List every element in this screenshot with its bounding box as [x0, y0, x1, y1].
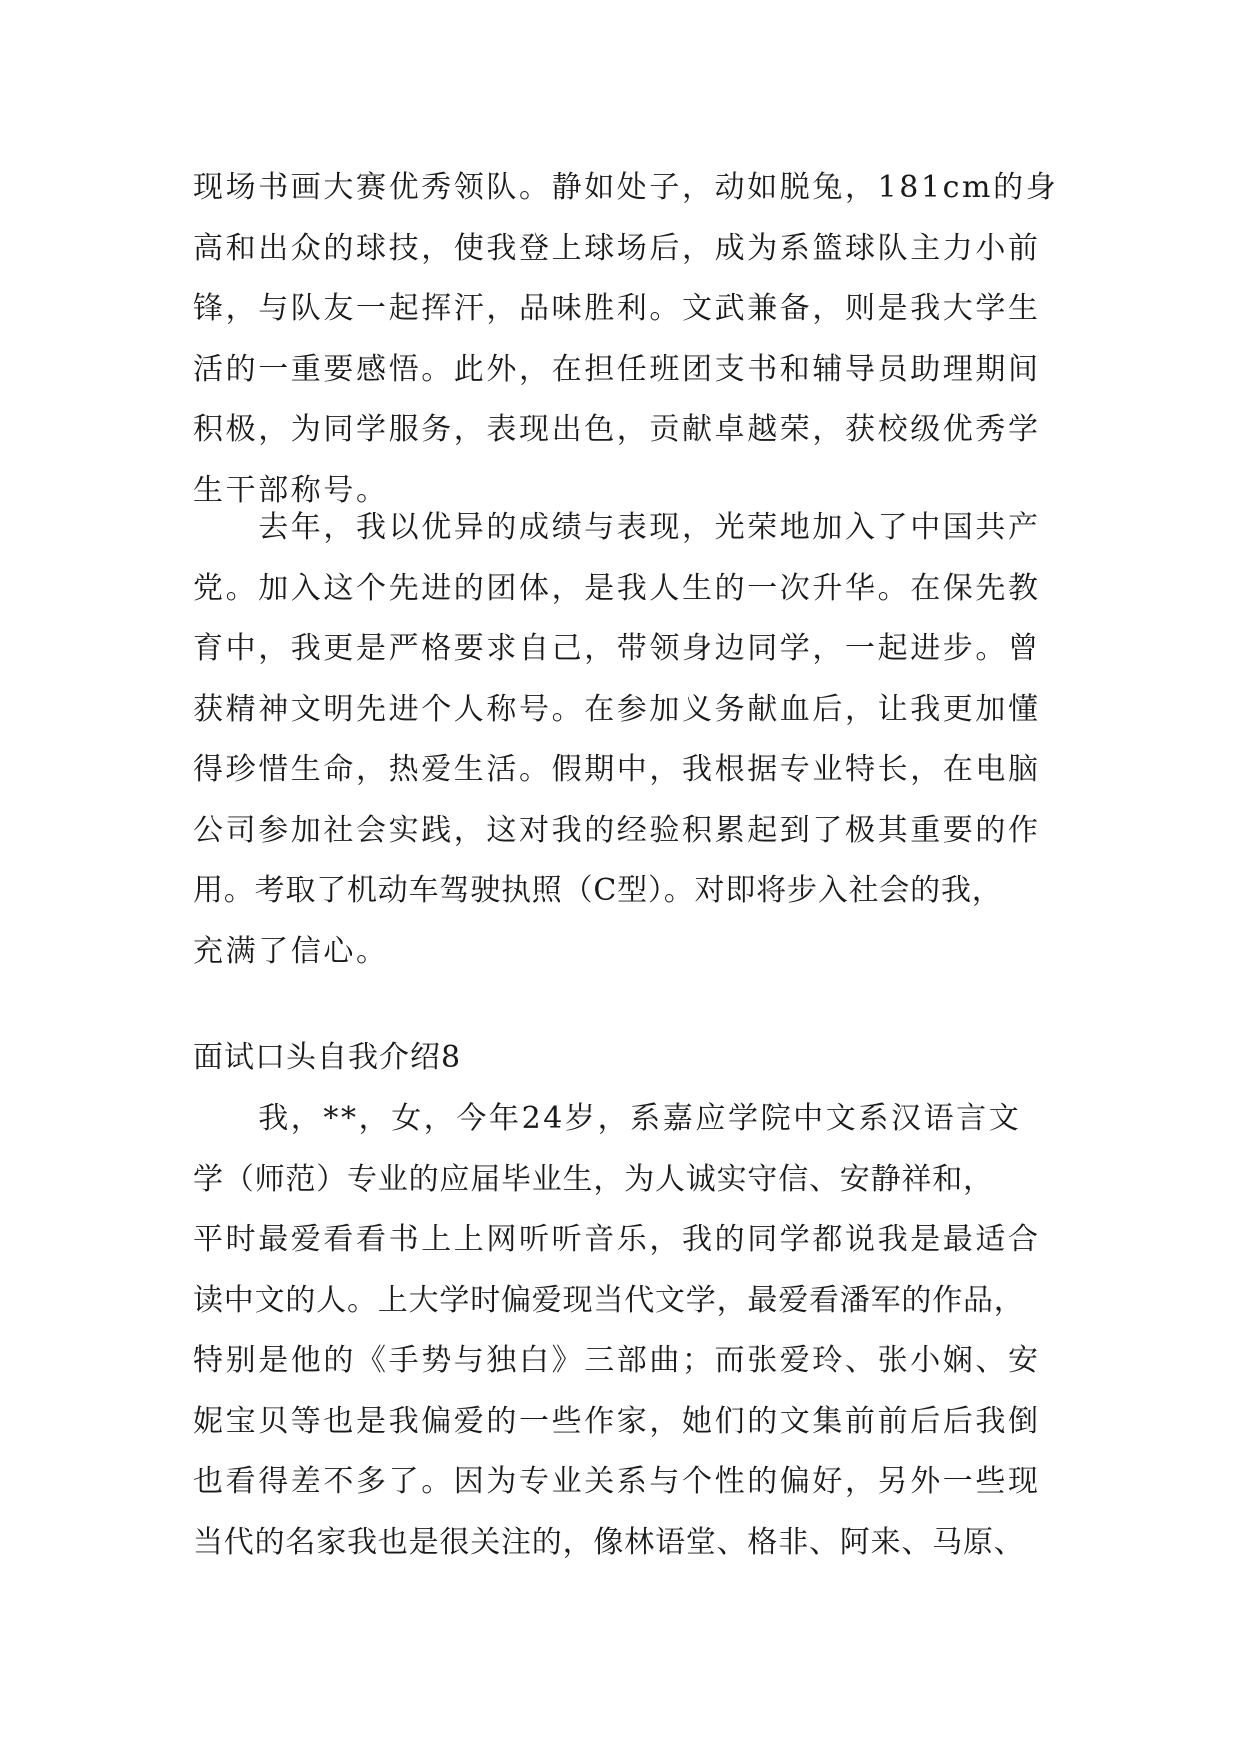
text-line: 公司参加社会实践，这对我的经验积累起到了极其重要的作 [193, 812, 1041, 848]
paragraph-last-year [193, 498, 1073, 982]
section-heading [193, 1028, 1073, 1089]
text-line: 妮宝贝等也是我偏爱的一些作家，她们的文集前前后后我倒 [193, 1403, 1041, 1439]
text-line: 生干部称号。 [193, 472, 389, 508]
text-line: 获精神文明先进个人称号。在参加义务献血后，让我更加懂 [193, 691, 1041, 727]
text-line: 平时最爱看看书上上网听听音乐，我的同学都说我是最适合 [193, 1222, 1041, 1257]
text-line: 去年，我以优异的成绩与表现，光荣地加入了中国共产 [193, 510, 1041, 545]
text-line: 锋，与队友一起挥汗，品味胜利。文武兼备，则是我大学生 [193, 291, 1041, 326]
text-line: 也看得差不多了。因为专业关系与个性的偏好，另外一些现 [193, 1464, 1041, 1499]
paragraph-continued [193, 158, 1073, 521]
text-line: 读中文的人。上大学时偏爱现当代文学，最爱看潘军的作品， [193, 1282, 1025, 1318]
text-line: 得珍惜生命，热爱生活。假期中，我根据专业特长，在电脑 [193, 752, 1041, 787]
text-line: 活的一重要感悟。此外，在担任班团支书和辅导员助理期间 [193, 351, 1041, 387]
text-line: 党。加入这个先进的团体，是我人生的一次升华。在保先教 [193, 570, 1041, 606]
text-line: 高和出众的球技，使我登上球场后，成为系篮球队主力小前 [193, 230, 1041, 266]
text-line: 当代的名家我也是很关注的，像林语堂、格非、阿来、马原、 [193, 1524, 1025, 1560]
section-title: 面试口头自我介绍8 [193, 1040, 462, 1075]
paragraph-introduction [193, 1089, 1073, 1573]
text-line: 充满了信心。 [193, 933, 389, 969]
text-line: 积极，为同学服务，表现出色，贡献卓越荣，获校级优秀学 [193, 412, 1041, 447]
text-line: 育中，我更是严格要求自己，带领身边同学，一起进步。曾 [193, 631, 1041, 666]
text-line: 用。考取了机动车驾驶执照（C型）。对即将步入社会的我， [193, 873, 1003, 908]
text-line: 我，**，女，今年24岁，系嘉应学院中文系汉语言文 [193, 1101, 1022, 1136]
text-line: 现场书画大赛优秀领队。静如处子，动如脱兔，181cm的身 [193, 170, 1059, 205]
text-line: 学（师范）专业的应届毕业生，为人诚实守信、安静祥和， [193, 1161, 994, 1197]
text-line: 特别是他的《手势与独白》三部曲；而张爱玲、张小娴、安 [193, 1343, 1041, 1378]
